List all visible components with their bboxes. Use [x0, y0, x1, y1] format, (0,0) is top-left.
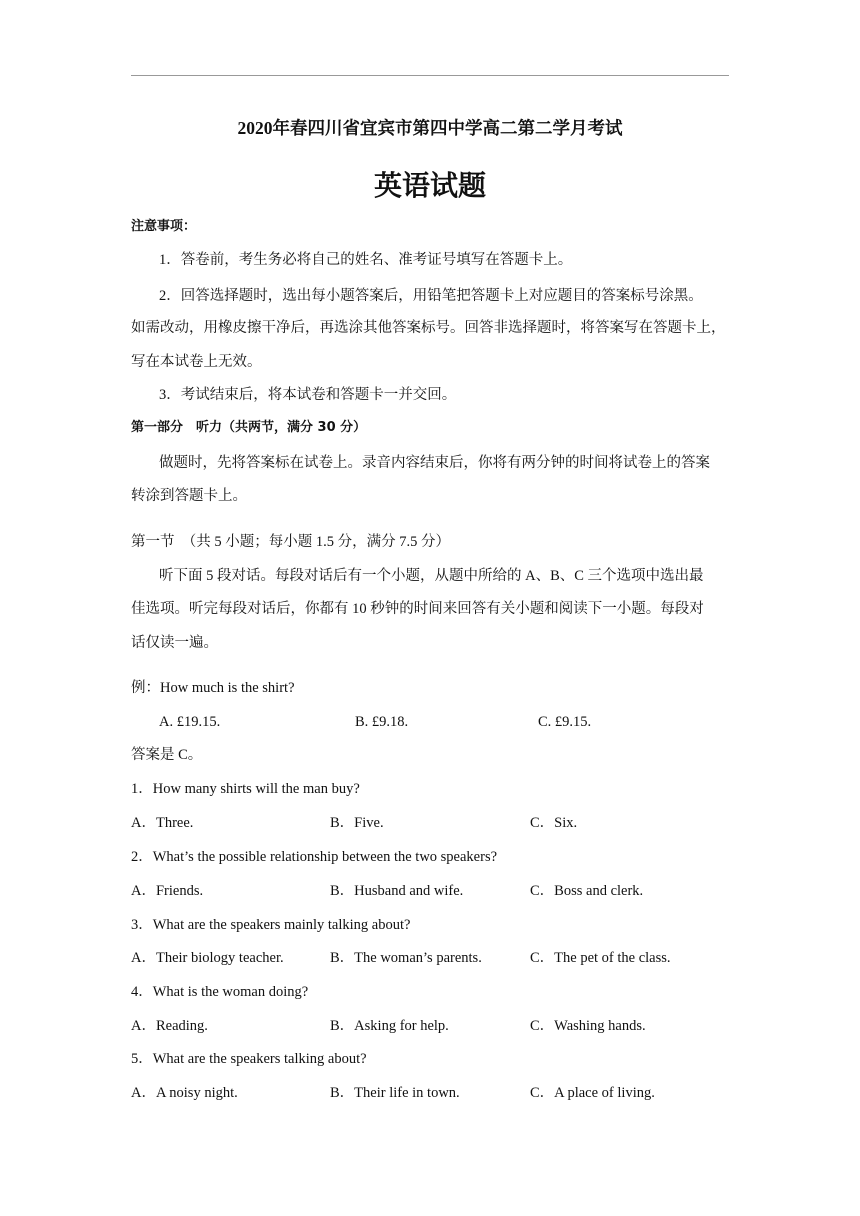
notes-item-1: 1．答卷前，考生务必将自己的姓名、准考证号填写在答题卡上。 [159, 252, 573, 268]
part1-intro-line-1: 做题时，先将答案标在试卷上。录音内容结束后，你将有两分钟的时间将试卷上的答案 [159, 455, 710, 471]
question-4-option-c: C．Washing hands. [530, 1018, 646, 1034]
header-rule [131, 75, 729, 76]
question-2-option-b: B．Husband and wife. [330, 883, 464, 899]
subject-title: 英语试题 [373, 171, 486, 202]
example-answer: 答案是 C。 [131, 747, 203, 763]
section1-intro-line-1: 听下面 5 段对话。每段对话后有一个小题，从题中所给的 A、B、C 三个选项中选出最 [159, 568, 704, 584]
notes-heading: 注意事项： [131, 219, 197, 234]
question-1-option-a: A．Three. [131, 815, 194, 831]
question-2-option-a: A．Friends. [131, 883, 204, 899]
question-2: 2．What’s the possible relationship between the two speakers? [131, 849, 498, 865]
question-1-option-b: B．Five. [330, 815, 384, 831]
section1-intro-line-2: 佳选项。听完每段对话后，你都有 10 秒钟的时间来回答有关小题和阅读下一小题。每段对 [131, 601, 704, 617]
part1-intro-line-2: 转涂到答题卡上。 [131, 488, 247, 504]
question-3-option-c: C．The pet of the class. [530, 950, 671, 966]
section1-intro-line-3: 话仅读一遍。 [131, 635, 218, 651]
example-option-b: B. £9.18. [355, 714, 409, 730]
part1-heading: 第一部分 听力（共两节，满分 30 分） [131, 420, 367, 435]
question-3-option-b: B．The woman’s parents. [330, 950, 482, 966]
notes-item-2-line-3: 写在本试卷上无效。 [131, 354, 262, 370]
example-option-c: C. £9.15. [538, 714, 592, 730]
exam-title: 2020年春四川省宜宾市第四中学高二第二学月考试 [237, 118, 623, 138]
question-5: 5．What are the speakers talking about? [131, 1051, 367, 1067]
example-question: 例：How much is the shirt? [131, 680, 295, 696]
notes-item-2-line-2: 如需改动，用橡皮擦干净后，再选涂其他答案标号。回答非选择题时，将答案写在答题卡上， [131, 320, 726, 336]
question-3: 3．What are the speakers mainly talking about? [131, 917, 411, 933]
question-2-option-c: C．Boss and clerk. [530, 883, 644, 899]
question-4-option-b: B．Asking for help. [330, 1018, 449, 1034]
question-1: 1．How many shirts will the man buy? [131, 781, 360, 797]
question-3-option-a: A．Their biology teacher. [131, 950, 284, 966]
question-1-option-c: C．Six. [530, 815, 578, 831]
question-5-option-a: A．A noisy night. [131, 1085, 238, 1101]
notes-item-2-line-1: 2．回答选择题时，选出每小题答案后，用铅笔把答题卡上对应题目的答案标号涂黑。 [159, 288, 703, 304]
notes-item-3: 3．考试结束后，将本试卷和答题卡一并交回。 [159, 387, 457, 403]
question-4-option-a: A．Reading. [131, 1018, 208, 1034]
example-option-a: A. £19.15. [159, 714, 221, 730]
section1-heading: 第一节 （共 5 小题；每小题 1.5 分，满分 7.5 分） [131, 534, 450, 550]
question-4: 4．What is the woman doing? [131, 984, 309, 1000]
question-5-option-c: C．A place of living. [530, 1085, 655, 1101]
question-5-option-b: B．Their life in town. [330, 1085, 460, 1101]
